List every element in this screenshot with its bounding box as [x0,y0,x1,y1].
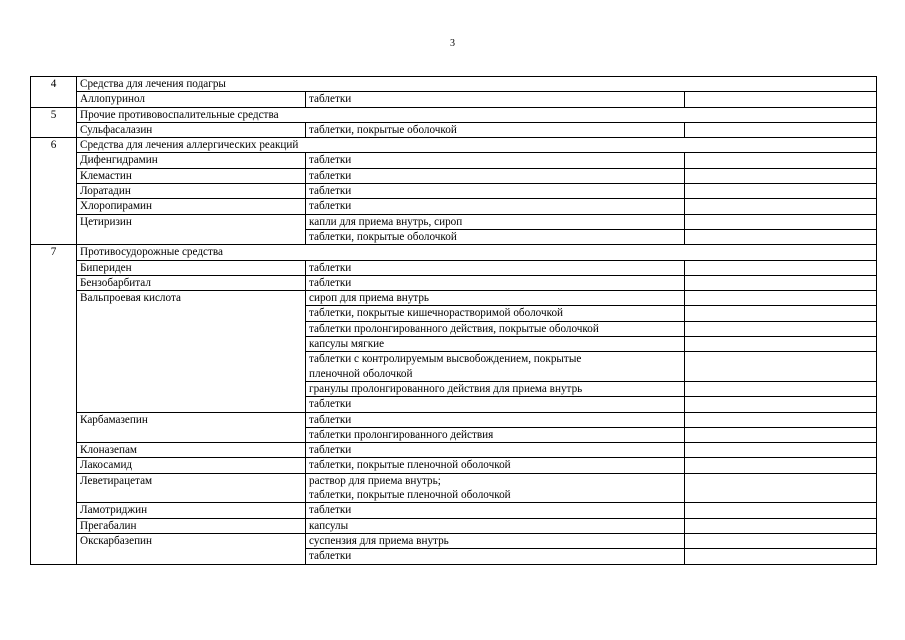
section-category: Противосудорожные средства [77,245,877,260]
section-row [31,77,877,92]
empty-cell [685,214,877,229]
dosage-form: таблетки [306,92,685,107]
dosage-form: капсулы [306,518,685,533]
empty-cell [685,229,877,244]
empty-cell [685,412,877,427]
drug-table-body [31,77,877,565]
empty-cell [685,275,877,290]
empty-cell [685,518,877,533]
drug-name: Леветирацетам [77,473,306,503]
empty-cell [685,321,877,336]
empty-cell [685,184,877,199]
dosage-form: капсулы мягкие [306,337,685,352]
table-row [31,503,877,518]
section-number: 4 [31,77,77,108]
section-number: 6 [31,138,77,245]
empty-cell [685,533,877,548]
page-number: 3 [450,38,455,49]
empty-cell [685,458,877,473]
empty-cell [685,443,877,458]
dosage-form: таблетки, покрытые пленочной оболочкой [306,458,685,473]
section-number: 5 [31,107,77,138]
section-row [31,138,877,153]
dosage-form: таблетки [306,549,685,564]
dosage-form: таблетки [306,412,685,427]
section-row [31,245,877,260]
empty-cell [685,427,877,442]
empty-cell [685,306,877,321]
empty-cell [685,260,877,275]
empty-cell [685,153,877,168]
section-number: 7 [31,245,77,564]
drug-name: Аллопуринол [77,92,306,107]
empty-cell [685,337,877,352]
empty-cell [685,549,877,564]
dosage-form: таблетки [306,503,685,518]
drug-name: Ламотриджин [77,503,306,518]
empty-cell [685,381,877,396]
dosage-form: капли для приема внутрь, сироп [306,214,685,229]
dosage-form: таблетки, покрытые оболочкой [306,229,685,244]
dosage-form: суспензия для приема внутрь [306,533,685,548]
dosage-form: таблетки с контролируемым высвобождением, покрытые пленочной оболочкой [306,352,685,382]
drug-table [30,76,877,565]
table-row [31,275,877,290]
table-row [31,291,877,306]
dosage-form: сироп для приема внутрь [306,291,685,306]
section-category: Средства для лечения аллергических реакций [77,138,877,153]
drug-name: Вальпроевая кислота [77,291,306,412]
drug-name: Окскарбазепин [77,533,306,564]
empty-cell [685,473,877,503]
table-row [31,260,877,275]
table-row [31,153,877,168]
drug-name: Карбамазепин [77,412,306,443]
drug-name: Цетиризин [77,214,306,245]
empty-cell [685,352,877,382]
drug-name: Прегабалин [77,518,306,533]
empty-cell [685,503,877,518]
empty-cell [685,92,877,107]
drug-name: Лакосамид [77,458,306,473]
table-row [31,184,877,199]
section-category: Прочие противовоспалительные средства [77,107,877,122]
dosage-form: таблетки, покрытые оболочкой [306,122,685,137]
empty-cell [685,199,877,214]
drug-name: Клоназепам [77,443,306,458]
table-row [31,473,877,503]
dosage-form: таблетки [306,260,685,275]
dosage-form: таблетки [306,153,685,168]
dosage-form: таблетки [306,199,685,214]
dosage-form: таблетки пролонгированного действия, покрытые оболочкой [306,321,685,336]
dosage-form: таблетки [306,443,685,458]
dosage-form: таблетки [306,397,685,412]
drug-name: Бипериден [77,260,306,275]
table-row [31,412,877,427]
table-row [31,443,877,458]
dosage-form: гранулы пролонгированного действия для приема внутрь [306,381,685,396]
table-row [31,168,877,183]
table-row [31,92,877,107]
table-row [31,199,877,214]
dosage-form: таблетки [306,168,685,183]
drug-name: Хлоропирамин [77,199,306,214]
dosage-form: раствор для приема внутрь; таблетки, покрытые пленочной оболочкой [306,473,685,503]
empty-cell [685,168,877,183]
drug-name: Клемастин [77,168,306,183]
drug-name: Бензобарбитал [77,275,306,290]
table-row [31,122,877,137]
table-row [31,214,877,229]
dosage-form: таблетки, покрытые кишечнорастворимой оболочкой [306,306,685,321]
section-row [31,107,877,122]
table-row [31,533,877,548]
empty-cell [685,397,877,412]
dosage-form: таблетки пролонгированного действия [306,427,685,442]
empty-cell [685,122,877,137]
drug-name: Лоратадин [77,184,306,199]
drug-name: Сульфасалазин [77,122,306,137]
drug-name: Дифенгидрамин [77,153,306,168]
dosage-form: таблетки [306,184,685,199]
dosage-form: таблетки [306,275,685,290]
empty-cell [685,291,877,306]
table-row [31,458,877,473]
section-category: Средства для лечения подагры [77,77,877,92]
table-row [31,518,877,533]
